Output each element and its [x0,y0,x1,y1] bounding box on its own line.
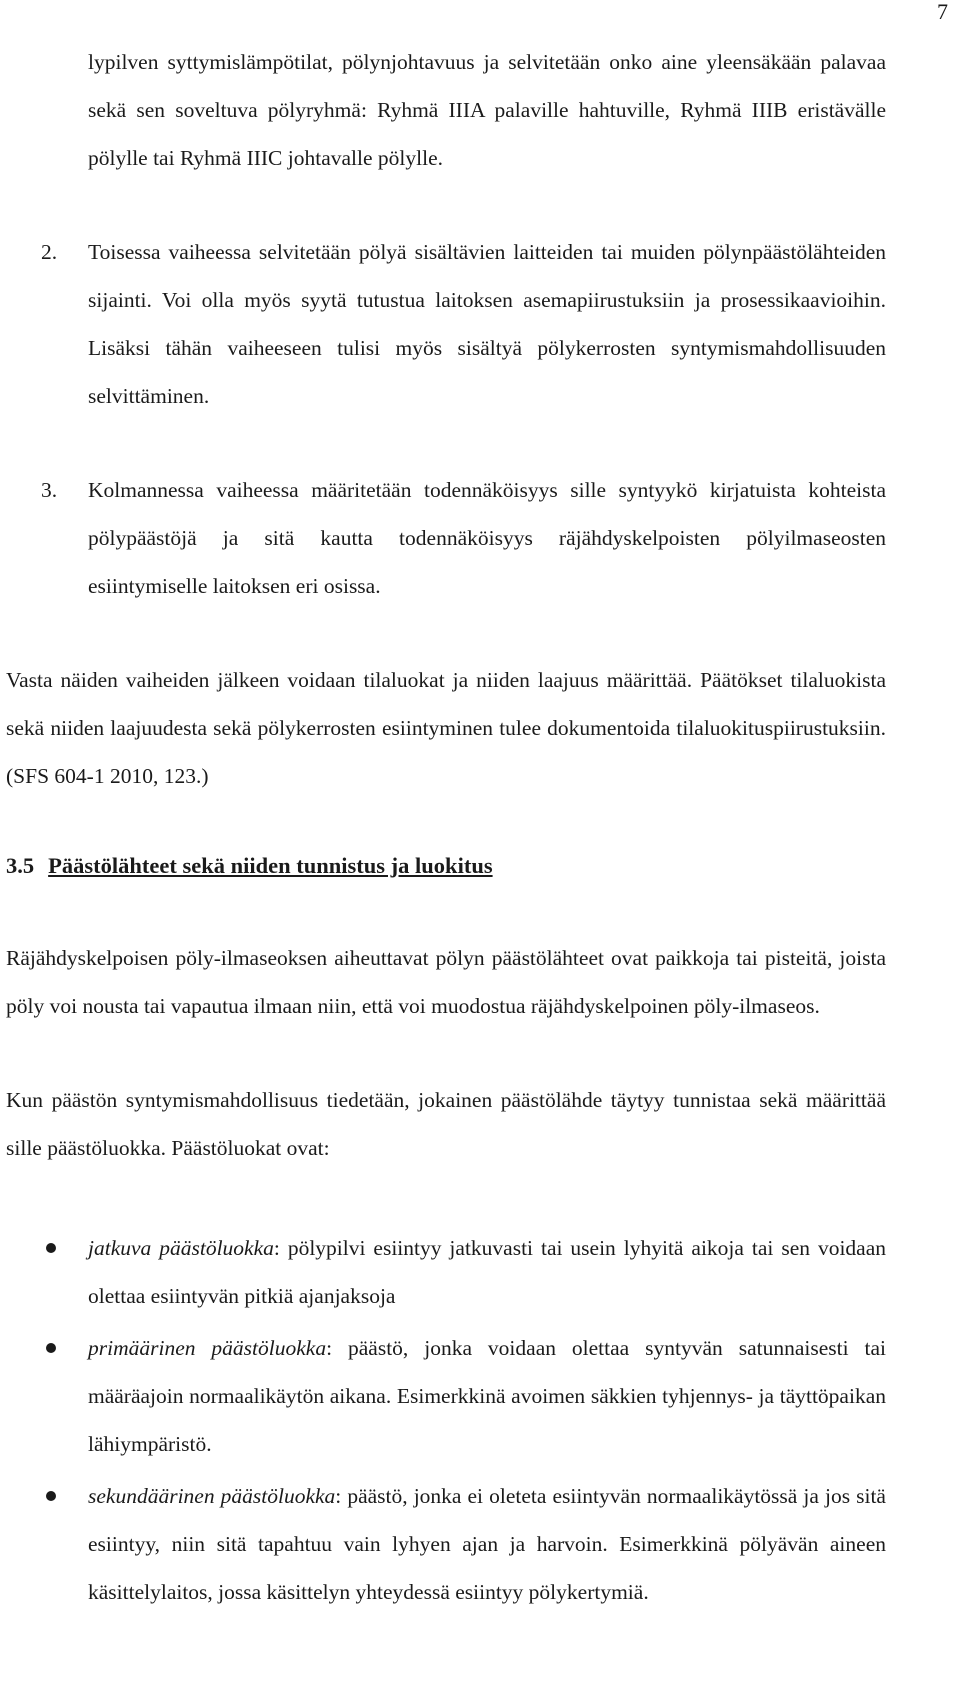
class-term: sekundäärinen päästöluokka [88,1484,336,1508]
list-item [6,1224,886,1320]
list-item [6,1472,886,1616]
section-paragraph: Kun päästön syntymismahdollisuus tiedetään, jokainen päästölähde täytyy tunnistaa sekä määrittää sille päästöluokka. Päästöluokat ovat: [6,1088,886,1160]
step-number: 2. [41,240,58,264]
section-heading [6,842,886,890]
class-term: primäärinen päästöluokka [88,1336,327,1360]
section-paragraph: Räjähdyskelpoisen pöly-ilmaseoksen aiheuttavat pölyn päästölähteet ovat paikkoja tai pisteitä, joista pöly voi nousta tai vapautua ilmaan niin, että voi muodostua räjähdyskelpoinen pöly-ilmaseos. [6,946,886,1018]
section-number: 3.5 [6,853,35,878]
class-description: : pölypilvi esiintyy jatkuvasti tai usein lyhyitä aikoja tai sen voidaan olettaa esiintyvän pitkiä ajanjaksoja [88,1236,886,1308]
emission-class-list [6,1224,886,1616]
section-title: Päästölähteet sekä niiden tunnistus ja luokitus [48,853,493,878]
class-term: jatkuva päästöluokka [88,1236,274,1260]
step-item [6,228,886,420]
intro-continuation: lypilven syttymislämpötilat, pölynjohtavuus ja selvitetään onko aine yleensäkään palavaa sekä sen soveltuva pölyryhmä: Ryhmä IIIA palaville hahtuville, Ryhmä IIIB eristävälle pölylle tai Ryhmä IIIC johtavalle pölylle. [88,50,886,170]
bullet-icon [46,1491,56,1501]
list-item [6,1324,886,1468]
step-text: Kolmannessa vaiheessa määritetään todennäköisyys sille syntyykö kirjatuista kohteista pölypäästöjä ja sitä kautta todennäköisyys räjähdyskelpoisten pölyilmaseosten esiintymiselle laitoksen eri osissa. [88,478,886,598]
class-description: : päästö, jonka ei oleteta esiintyvän normaalikäytössä ja jos sitä esiintyy, niin sitä tapahtuu vain lyhyen ajan ja harvoin. Esimerkkinä pölyävän aineen käsittelylaitos, jossa käsittelyn yhteydessä esiintyy pölykertymiä. [88,1484,886,1604]
paragraph-after-steps: Vasta näiden vaiheiden jälkeen voidaan tilaluokat ja niiden laajuus määrittää. Päätökset tilaluokista sekä niiden laajuudesta sekä pölykerrosten esiintyminen tulee dokumentoida tilaluokituspiirustuksiin. (SFS 604-1 2010, 123.) [6,668,886,788]
step-text: Toisessa vaiheessa selvitetään pölyä sisältävien laitteiden tai muiden pölynpäästölähteiden sijainti. Voi olla myös syytä tutustua laitoksen asemapiirustuksiin ja prosessikaavioihin. Lisäksi tähän vaiheeseen tulisi myös sisältyä pölykerrosten syntymismahdollisuuden selvittäminen. [88,240,886,408]
document-body [6,38,886,1620]
bullet-icon [46,1243,56,1253]
step-item [6,466,886,610]
bullet-icon [46,1343,56,1353]
class-description: : päästö, jonka voidaan olettaa syntyvän satunnaisesti tai määräajoin normaalikäytön aikana. Esimerkkinä avoimen säkkien tyhjennys- ja täyttöpaikan lähiympäristö. [88,1336,886,1456]
step-number: 3. [41,478,58,502]
page-number: 7 [937,0,948,24]
